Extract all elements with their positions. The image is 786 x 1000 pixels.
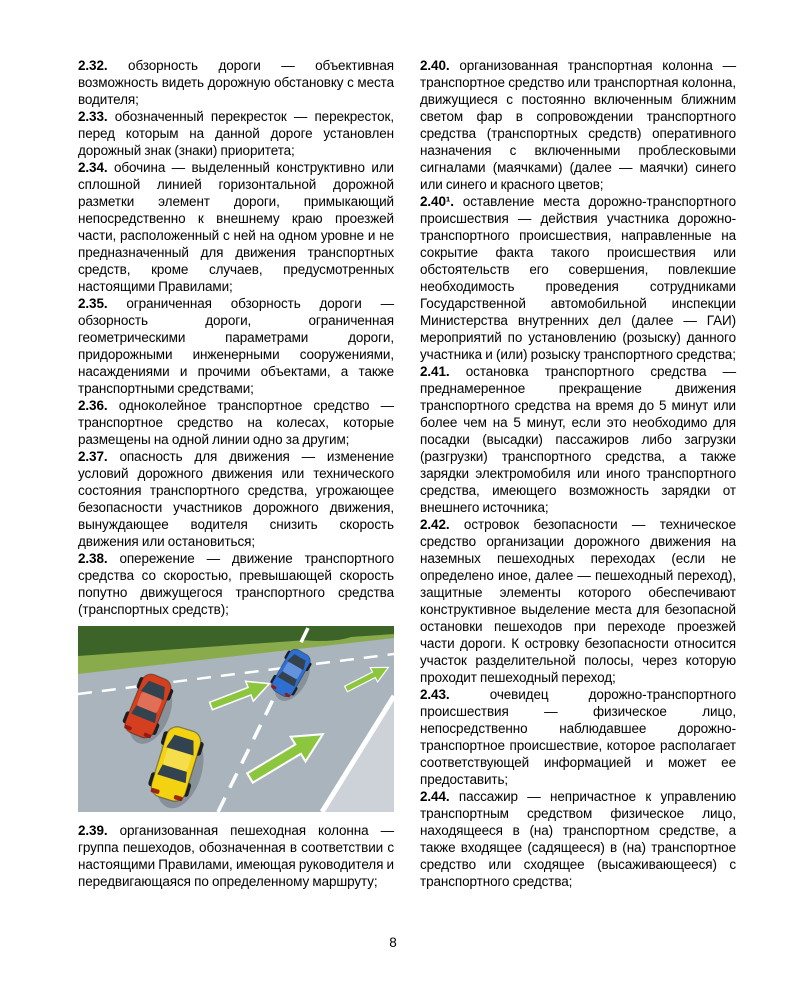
definition-number: 2.37. [78,449,108,464]
definition-number: 2.40¹. [420,194,454,209]
definition-item [420,193,736,363]
definition-item [78,448,394,550]
definition-text: обзорность дороги — объективная возможность видеть дорожную обстановку с места водителя; [78,58,394,107]
two-column-layout [78,57,736,890]
definition-text: очевидец дорожно-транспортного происшествия — физическое лицо, непосредственно наблюдавшее дорожно-транспортное происшествие, которое располагает соответствующей информацией и может ее предоставить; [420,687,736,787]
definition-item [420,363,736,516]
definition-number: 2.41. [420,364,450,379]
definition-text: ограниченная обзорность дороги — обзорность дороги, ограниченная геометрическими параметрами дороги, придорожными инженерными сооружениями, насаждениями и прочими объектами, а также транспортными средствами; [78,296,394,396]
definition-text: организованная пешеходная колонна — группа пешеходов, обозначенная в соответствии с настоящими Правилами, имеющая руководителя и передвигающаяся по определенному маршруту; [78,823,394,889]
definition-text: пассажир — непричастное к управлению транспортным средством физическое лицо, находящееся в (на) транспортном средстве, а также входящее (садящееся) в (на) транспортное средство или сходящее (высаживающееся) с транспортного средства; [420,789,736,889]
bush [178,629,242,645]
definitions-left-bottom [78,822,394,890]
definition-text: организованная транспортная колонна — транспортное средство или транспортная колонна, движущиеся с постоянно включенным ближним светом фар в сопровождении транспортного средства (транспортных средств) оперативного назначения с включенными проблесковыми сигналами (маячками) (далее — маячки) синего или синего и красного цветов; [420,58,736,192]
definition-number: 2.38. [78,551,108,566]
road-overtaking-illustration [78,626,394,812]
definition-item [420,516,736,686]
definition-text: оставление места дорожно-транспортного происшествия — действия участника дорожно-транспортного происшествия, направленные на сокрытие факта такого происшествия или обстоятельств его совершения, повлекшие необходимость проведения сотрудниками Государственной автомобильной инспекции Министерства внутренних дел (далее — ГАИ) мероприятий по установлению (розыску) данного участника и (или) розыску транспортного средства; [420,194,736,362]
definition-number: 2.42. [420,517,450,532]
definition-number: 2.36. [78,398,108,413]
definition-text: обочина — выделенный конструктивно или сплошной линией горизонтальной дорожной разметки элемент дороги, примыкающий непосредственно к внешнему краю проезжей части, расположенный с ней на одном уровне и не предназначенный для движения транспортных средств, кроме случаев, предусмотренных настоящими Правилами; [78,160,394,294]
definition-text: опасность для движения — изменение условий дорожного движения или технического состояния транспортного средства, угрожающее безопасности участников дорожного движения, вынуждающее водителя снизить скорость движения или остановиться; [78,449,394,549]
definition-item [78,57,394,108]
definition-number: 2.32. [78,58,108,73]
definition-text: опережение — движение транспортного средства со скоростью, превышающей скорость попутно движущегося транспортного средства (транспортных средств); [78,551,394,617]
definition-number: 2.34. [78,160,108,175]
definitions-right [420,57,736,890]
road-scene [78,626,394,812]
bush [90,633,146,651]
definition-number: 2.33. [78,109,108,124]
page-number: 8 [389,935,397,950]
definition-text: одноколейное транспортное средство — транспортное средство на колесах, которые размещены на одной линии одно за другим; [78,398,394,447]
definitions-left-top [78,57,394,618]
definition-item [78,550,394,618]
definition-text: островок безопасности — техническое средство организации дорожного движения на наземных пешеходных переходах (если не определено иное, далее — пешеходный переход), защитные элементы которого обеспечивают конструктивное выделение места для безопасной остановки пешеходов при переходе проезжей части дороги. К островку безопасности относится участок разделительной полосы, через которую проходит пешеходный переход; [420,517,736,685]
left-column [78,57,394,890]
definition-number: 2.40. [420,58,450,73]
definition-number: 2.44. [420,789,450,804]
definition-number: 2.39. [78,823,108,838]
definition-number: 2.43. [420,687,450,702]
definition-item [78,822,394,890]
definition-item [78,108,394,159]
definition-item [420,686,736,788]
definition-text: обозначенный перекресток — перекресток, перед которым на данной дороге установлен дорожный знак (знаки) приоритета; [78,109,394,158]
definition-item [78,159,394,295]
definition-number: 2.35. [78,296,108,311]
right-column [420,57,736,890]
definition-item [420,788,736,890]
definition-item [420,57,736,193]
definition-text: остановка транспортного средства — преднамеренное прекращение движения транспортного средства на время до 5 минут или более чем на 5 минут, если это необходимо для посадки (высадки) пассажиров либо загрузки (разгрузки) транспортного средства, а также зарядки электромобиля или иного транспортного средства, имеющего возможность зарядки от внешнего источника; [420,364,736,515]
definition-item [78,295,394,397]
definition-item [78,397,394,448]
